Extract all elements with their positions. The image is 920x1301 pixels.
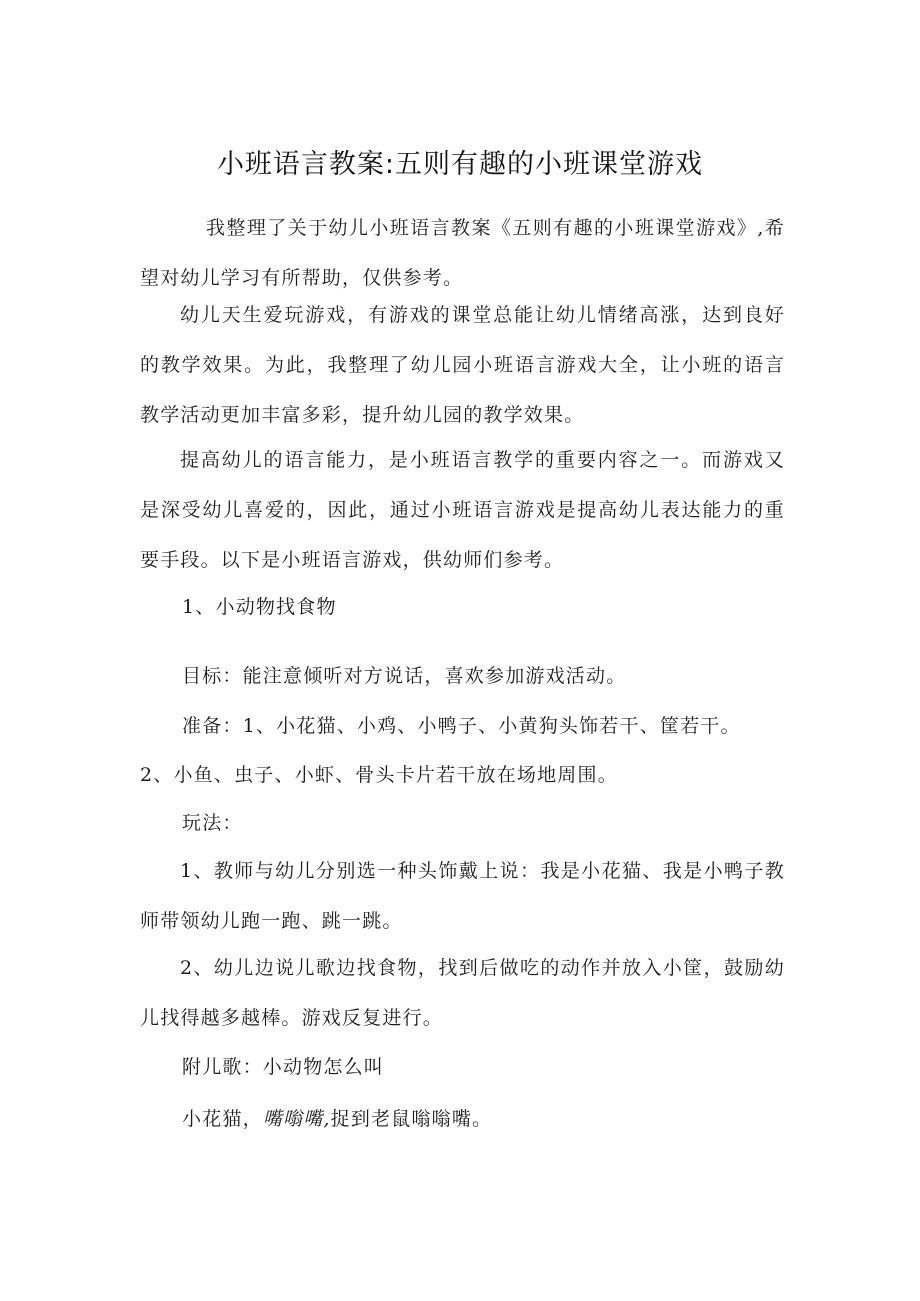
paragraph-2: 提高幼儿的语言能力，是小班语言教学的重要内容之一。而游戏又是深受幼儿喜爱的，因此，通过小班语言游戏是提高幼儿表达能力的重要手段。以下是小班语言游戏，供幼师们参考。: [140, 449, 785, 571]
paragraph-1: 幼儿天生爱玩游戏，有游戏的课堂总能让幼儿情绪高涨，达到良好的教学效果。为此，我整理了幼儿园小班语言游戏大全，让小班的语言教学活动更加丰富多彩，提升幼儿园的教学效果。: [140, 304, 785, 426]
song-line-1-part-c: 捉到老鼠嗡嗡嘴。: [330, 1108, 493, 1130]
game-1-heading: 1、小动物找食物: [182, 596, 337, 618]
preparation-line-1: 准备：1、小花猫、小鸡、小鸭子、小黄狗头饰若干、筐若干。: [182, 715, 741, 737]
preparation-line-2: 2、小鱼、虫子、小虾、骨头卡片若干放在场地周围。: [140, 764, 618, 786]
song-line-1-part-b: 嘴嗡嘴,: [262, 1108, 331, 1130]
intro-paragraph: 我整理了关于幼儿小班语言教案《五则有趣的小班课堂游戏》,希望对幼儿学习有所帮助，仅供参考。: [140, 217, 785, 289]
song-title: 附儿歌：小动物怎么叫: [182, 1056, 385, 1078]
step-2-paragraph: 2、幼儿边说儿歌边找食物，找到后做吃的动作并放入小筐，鼓励幼儿找得越多越棒。游戏反复进行。: [140, 957, 785, 1029]
goal-line: 目标：能注意倾听对方说话，喜欢参加游戏活动。: [182, 665, 627, 687]
play-label: 玩法：: [182, 812, 243, 834]
document-title: 小班语言教案:五则有趣的小班课堂游戏: [216, 149, 704, 180]
song-line-1: [182, 1094, 492, 1144]
step-1-paragraph: 1、教师与幼儿分别选一种头饰戴上说：我是小花猫、我是小鸭子教师带领幼儿跑一跑、跳一跳。: [140, 860, 785, 932]
song-line-1-part-a: 小花猫，: [182, 1108, 263, 1130]
